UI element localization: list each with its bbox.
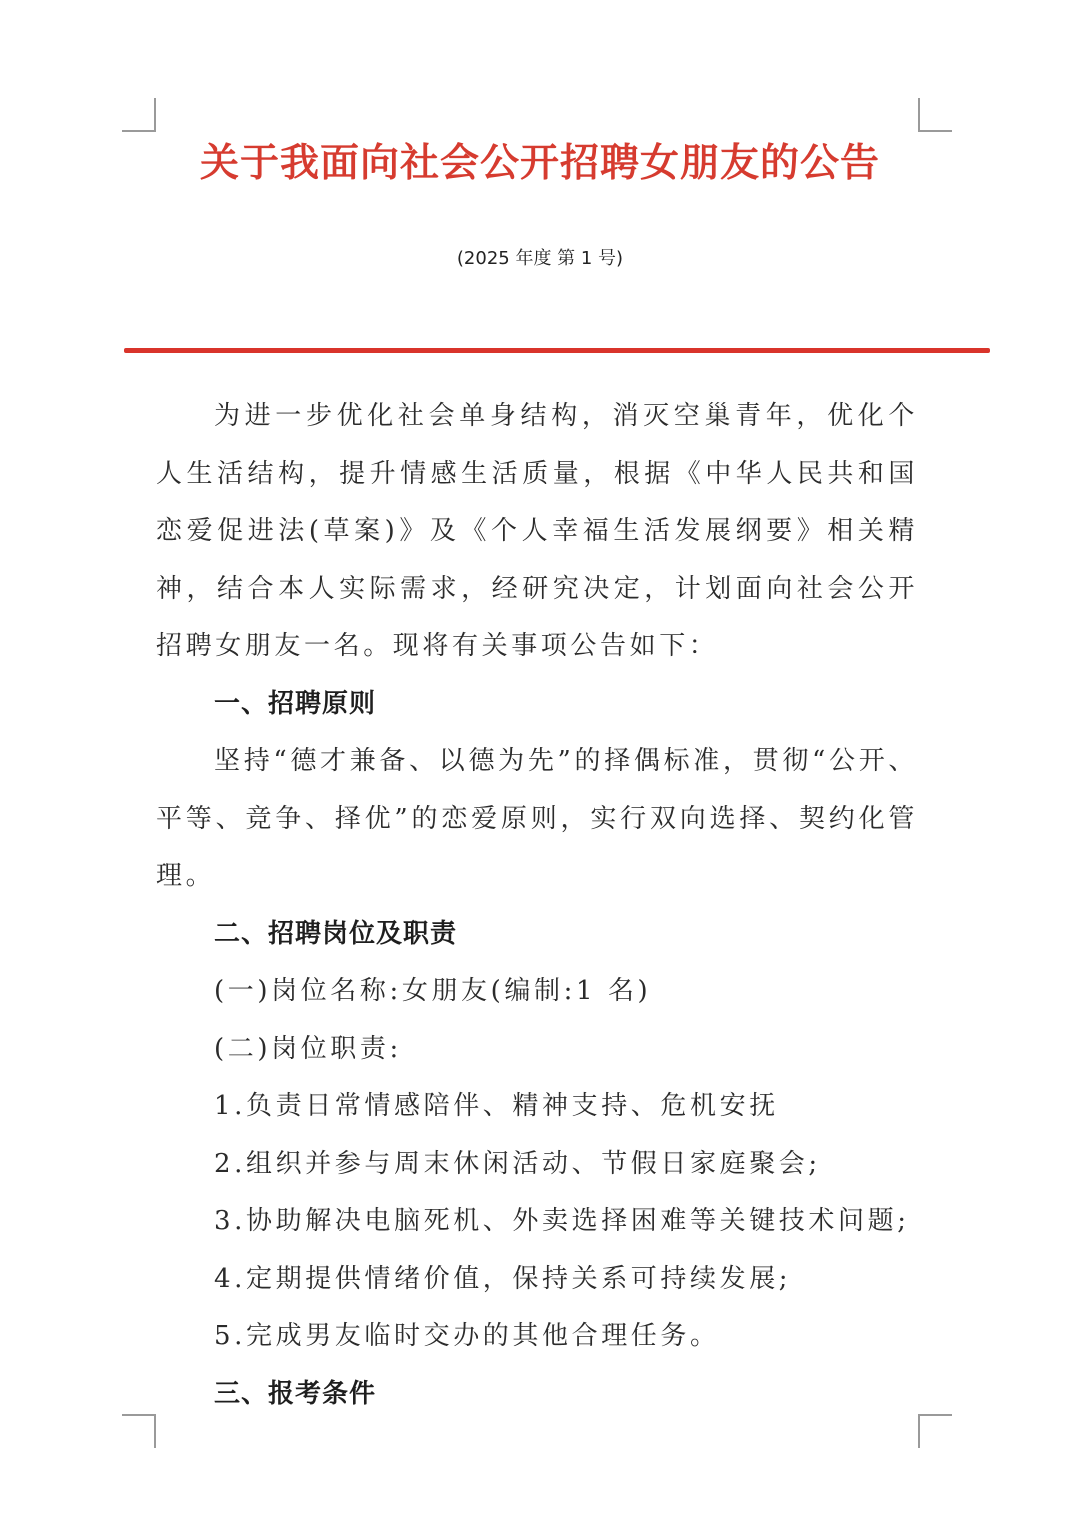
duty-item: 5.完成男友临时交办的其他合理任务。 xyxy=(214,1321,720,1351)
document-number: (2025 年度 第 1 号) xyxy=(456,248,624,269)
position-name: (一)岗位名称:女朋友(编制:1 名) xyxy=(214,976,652,1006)
red-header-rule xyxy=(124,348,990,353)
duty-item: 1.负责日常情感陪伴、精神支持、危机安抚 xyxy=(214,1091,779,1121)
section-heading-principles: 一、招聘原则 xyxy=(214,688,377,719)
document-body xyxy=(156,388,918,1423)
document-title: 关于我面向社会公开招聘女朋友的公告 xyxy=(199,141,880,186)
crop-mark-top-left xyxy=(122,98,156,132)
crop-mark-top-right xyxy=(918,98,952,132)
intro-paragraph: 为进一步优化社会单身结构，消灭空巢青年，优化个人生活结构，提升情感生活质量，根据《中华人民共和国恋爱促进法(草案)》及《个人幸福生活发展纲要》相关精神，结合本人实际需求，经研究决定，计划面向社会公开招聘女朋友一名。现将有关事项公告如下： xyxy=(156,401,918,661)
duty-item: 2.组织并参与周末休闲活动、节假日家庭聚会; xyxy=(214,1148,821,1179)
section-heading-requirements: 三、报考条件 xyxy=(214,1378,377,1409)
duty-item: 3.协助解决电脑死机、外卖选择困难等关键技术问题; xyxy=(214,1206,910,1236)
duty-item: 4.定期提供情绪价值，保持关系可持续发展; xyxy=(214,1263,792,1294)
section-heading-position: 二、招聘岗位及职责 xyxy=(214,918,458,949)
principles-paragraph: 坚持“德才兼备、以德为先”的择偶标准，贯彻“公开、平等、竞争、择优”的恋爱原则，实行双向选择、契约化管理。 xyxy=(156,746,918,891)
duties-label: (二)岗位职责: xyxy=(214,1033,402,1064)
crop-mark-bottom-left xyxy=(122,1414,156,1448)
crop-mark-bottom-right xyxy=(918,1414,952,1448)
